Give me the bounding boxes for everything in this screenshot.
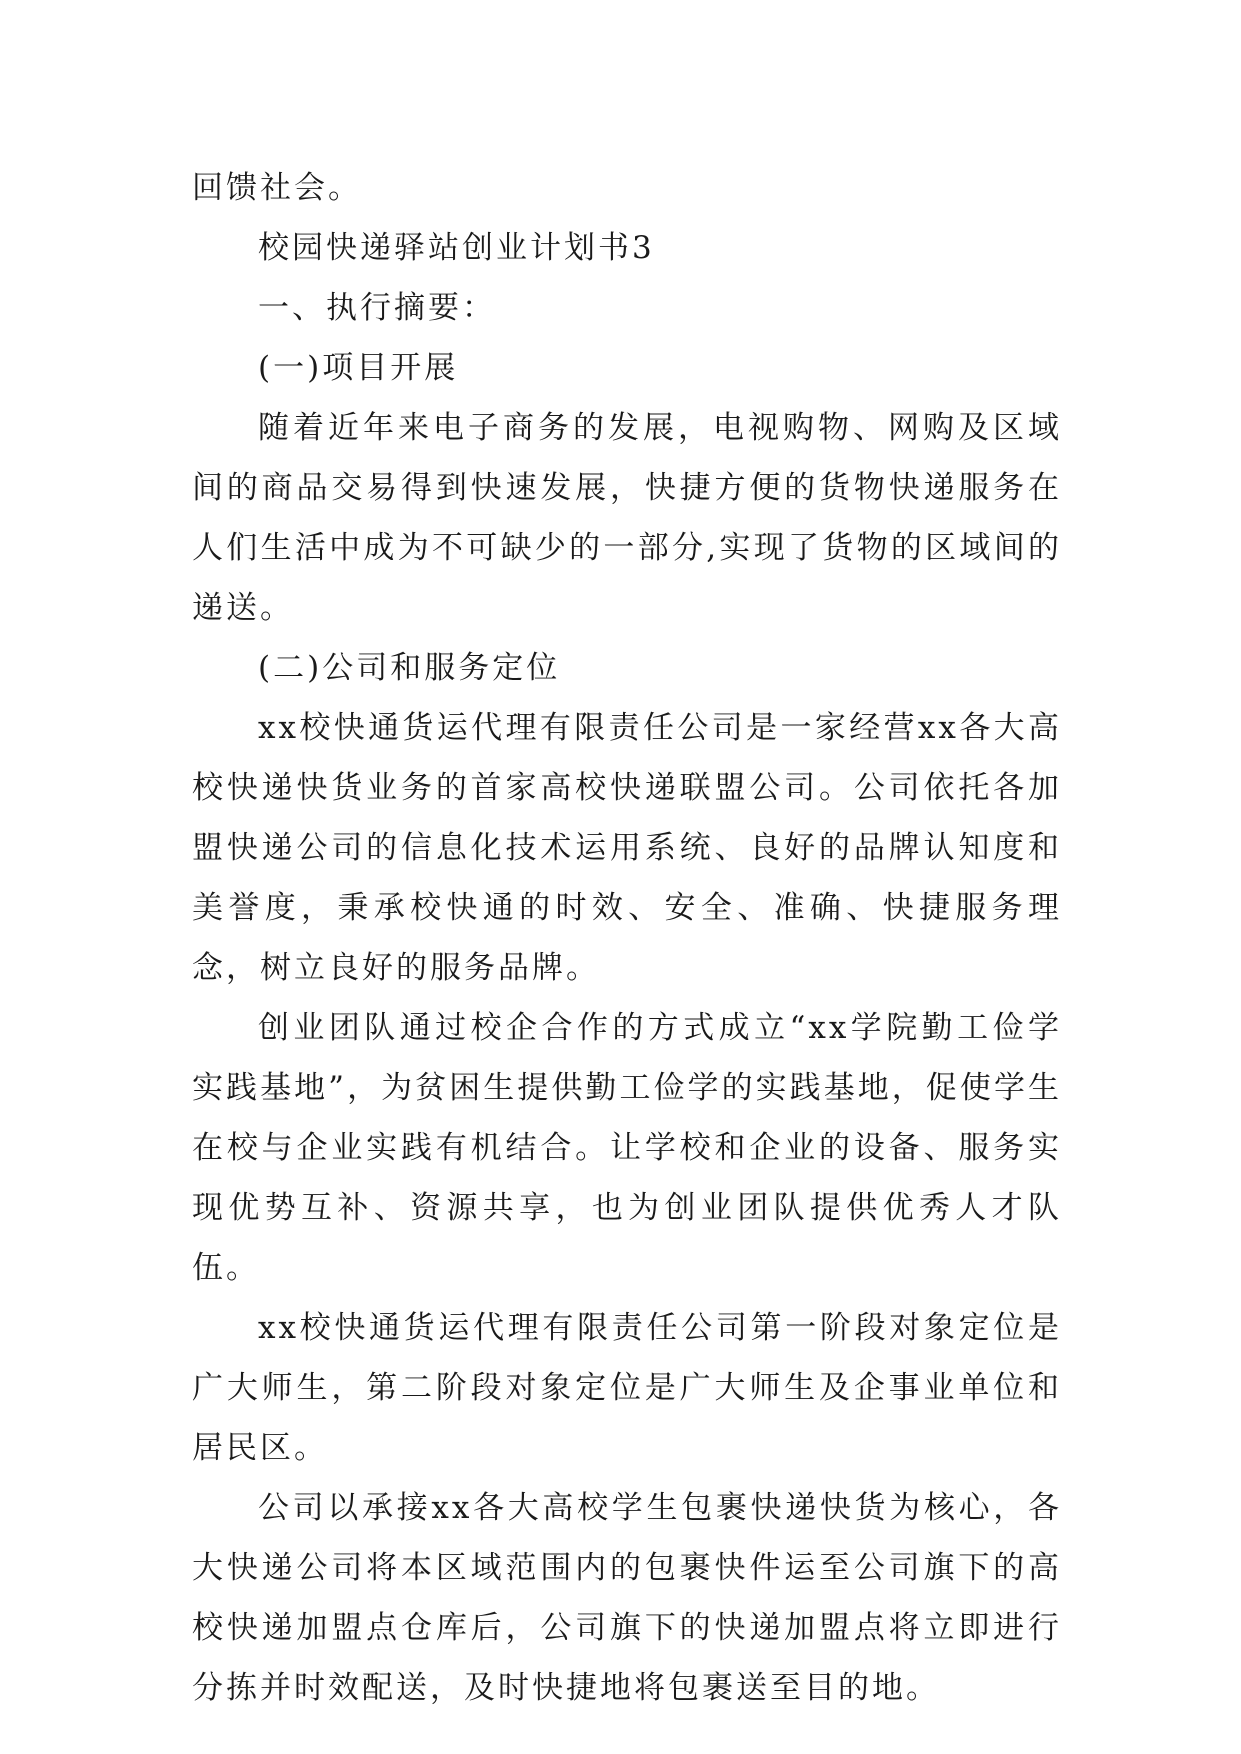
heading-executive-summary: 一、执行摘要： (258, 290, 496, 326)
document-body (192, 158, 1062, 1718)
paragraph-background: 随着近年来电子商务的发展，电视购物、网购及区域间的商品交易得到快速发展，快捷方便的货物快递服务在人们生活中成为不可缺少的一部分,实现了货物的区域间的递送。 (192, 410, 1062, 626)
paragraph-company-intro: xx校快通货运代理有限责任公司是一家经营xx各大高校快递快货业务的首家高校快递联盟公司。公司依托各加盟快递公司的信息化技术运用系统、良好的品牌认知度和美誉度，秉承校快通的时效、安全、准确、快捷服务理念，树立良好的服务品牌。 (192, 710, 1062, 986)
paragraph-business-core: 公司以承接xx各大高校学生包裹快递快货为核心，各大快递公司将本区域范围内的包裹快件运至公司旗下的高校快递加盟点仓库后，公司旗下的快递加盟点将立即进行分拣并时效配送，及时快捷地将包裹送至目的地。 (192, 1490, 1062, 1706)
section-title: 校园快递驿站创业计划书3 (258, 230, 655, 266)
paragraph-closing-line: 回馈社会。 (192, 170, 362, 206)
subheading-positioning: (二)公司和服务定位 (258, 650, 561, 686)
paragraph-target: xx校快通货运代理有限责任公司第一阶段对象定位是广大师生，第二阶段对象定位是广大师生及企事业单位和居民区。 (192, 1310, 1062, 1466)
subheading-project: (一)项目开展 (258, 350, 459, 386)
paragraph-team: 创业团队通过校企合作的方式成立“xx学院勤工俭学实践基地”，为贫困生提供勤工俭学的实践基地，促使学生在校与企业实践有机结合。让学校和企业的设备、服务实现优势互补、资源共享，也为创业团队提供优秀人才队伍。 (192, 1010, 1062, 1286)
